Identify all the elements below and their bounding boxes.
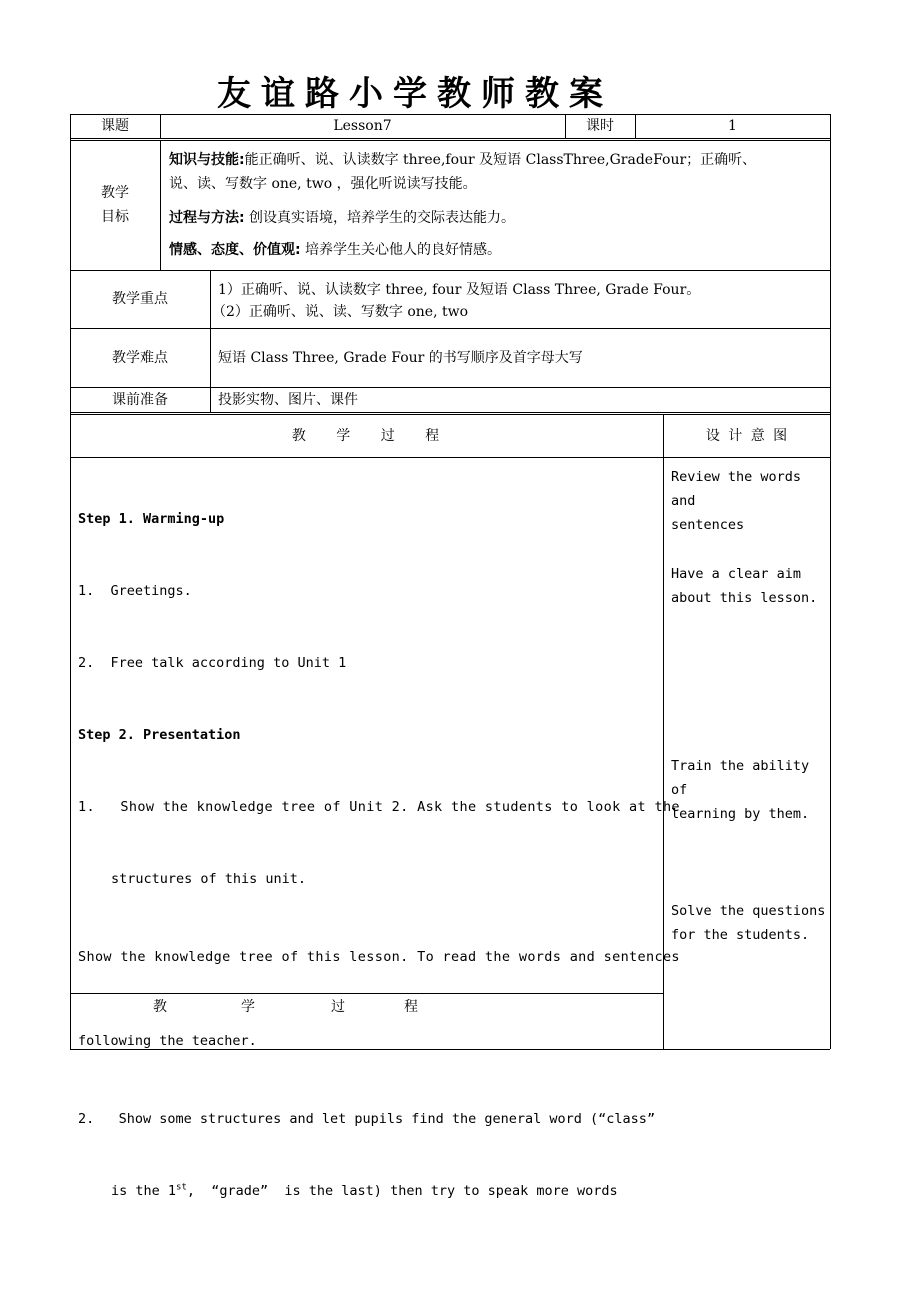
preparation-text: 投影实物、图片、课件 bbox=[218, 392, 358, 408]
emotion-text: 培养学生关心他人的良好情感。 bbox=[300, 242, 502, 258]
design-intent-1: Review the words and sentences bbox=[671, 469, 802, 533]
page-title: 友谊路小学教师教案 bbox=[217, 74, 613, 114]
step2-item-2-cont: is the 1st, “grade” is the last) then try to speak more words bbox=[111, 1182, 618, 1199]
footer-process-char-3: 过 bbox=[331, 999, 345, 1015]
process-content bbox=[78, 459, 680, 1227]
period-label: 课时 bbox=[586, 118, 614, 134]
footer-process-char-1: 教 bbox=[153, 999, 167, 1015]
knowledge-text: 能正确听、说、认读数字 three,four 及短语 ClassThree,GradeFour；正确听、 bbox=[244, 152, 757, 168]
key-point-2: （2）正确听、说、读、写数字 one, two bbox=[212, 304, 469, 320]
topic-label: 课题 bbox=[101, 118, 129, 134]
step2-item-2: 2. Show some structures and let pupils find the general word (“class” bbox=[78, 1111, 656, 1127]
key-points-label: 教学重点 bbox=[112, 291, 168, 307]
step2-paragraph: Show the knowledge tree of this lesson. To read the words and sentences bbox=[78, 949, 680, 965]
process-method-label: 过程与方法: bbox=[169, 210, 245, 226]
step1-item-2: 2. Free talk according to Unit 1 bbox=[78, 655, 347, 671]
key-points-content bbox=[212, 279, 828, 323]
design-intent-2: Have a clear aim about this lesson. bbox=[671, 566, 818, 606]
knowledge-text-2: 说、读、写数字 one, two ，强化听说读写技能。 bbox=[169, 176, 477, 192]
step2-paragraph-cont: following the teacher. bbox=[78, 1033, 257, 1049]
objectives-label: 教学 目标 bbox=[101, 185, 129, 225]
design-intent-3: Train the ability of learning by them. bbox=[671, 758, 810, 822]
knowledge-label: 知识与技能: bbox=[169, 152, 245, 168]
emotion-label: 情感、态度、价值观: bbox=[169, 242, 301, 258]
process-header-right: 设 计 意 图 bbox=[705, 428, 788, 444]
topic-value: Lesson7 bbox=[333, 118, 392, 134]
process-method-text: 创设真实语境，培养学生的交际表达能力。 bbox=[244, 210, 516, 226]
objectives-content bbox=[169, 148, 829, 262]
footer-process-char-4: 程 bbox=[404, 999, 418, 1015]
step1-item-1: 1. Greetings. bbox=[78, 583, 192, 599]
step1-title: Step 1. Warming-up bbox=[78, 511, 225, 527]
footer-process-char-2: 学 bbox=[241, 999, 255, 1015]
process-header-left: 教 学 过 程 bbox=[291, 428, 442, 444]
step2-item-1-cont: structures of this unit. bbox=[111, 871, 307, 887]
design-intent-4: Solve the questions for the students. bbox=[671, 903, 826, 943]
preparation-label: 课前准备 bbox=[112, 392, 168, 408]
step2-item-1: 1. Show the knowledge tree of Unit 2. Ask the students to look at the bbox=[78, 799, 680, 815]
difficulties-label: 教学难点 bbox=[112, 350, 168, 366]
step2-title: Step 2. Presentation bbox=[78, 727, 241, 743]
difficulties-text: 短语 Class Three, Grade Four 的书写顺序及首字母大写 bbox=[218, 350, 583, 366]
key-point-1: 1）正确听、说、认读数字 three, four 及短语 Class Three, Grade Four。 bbox=[218, 282, 701, 298]
period-value: 1 bbox=[728, 118, 737, 134]
